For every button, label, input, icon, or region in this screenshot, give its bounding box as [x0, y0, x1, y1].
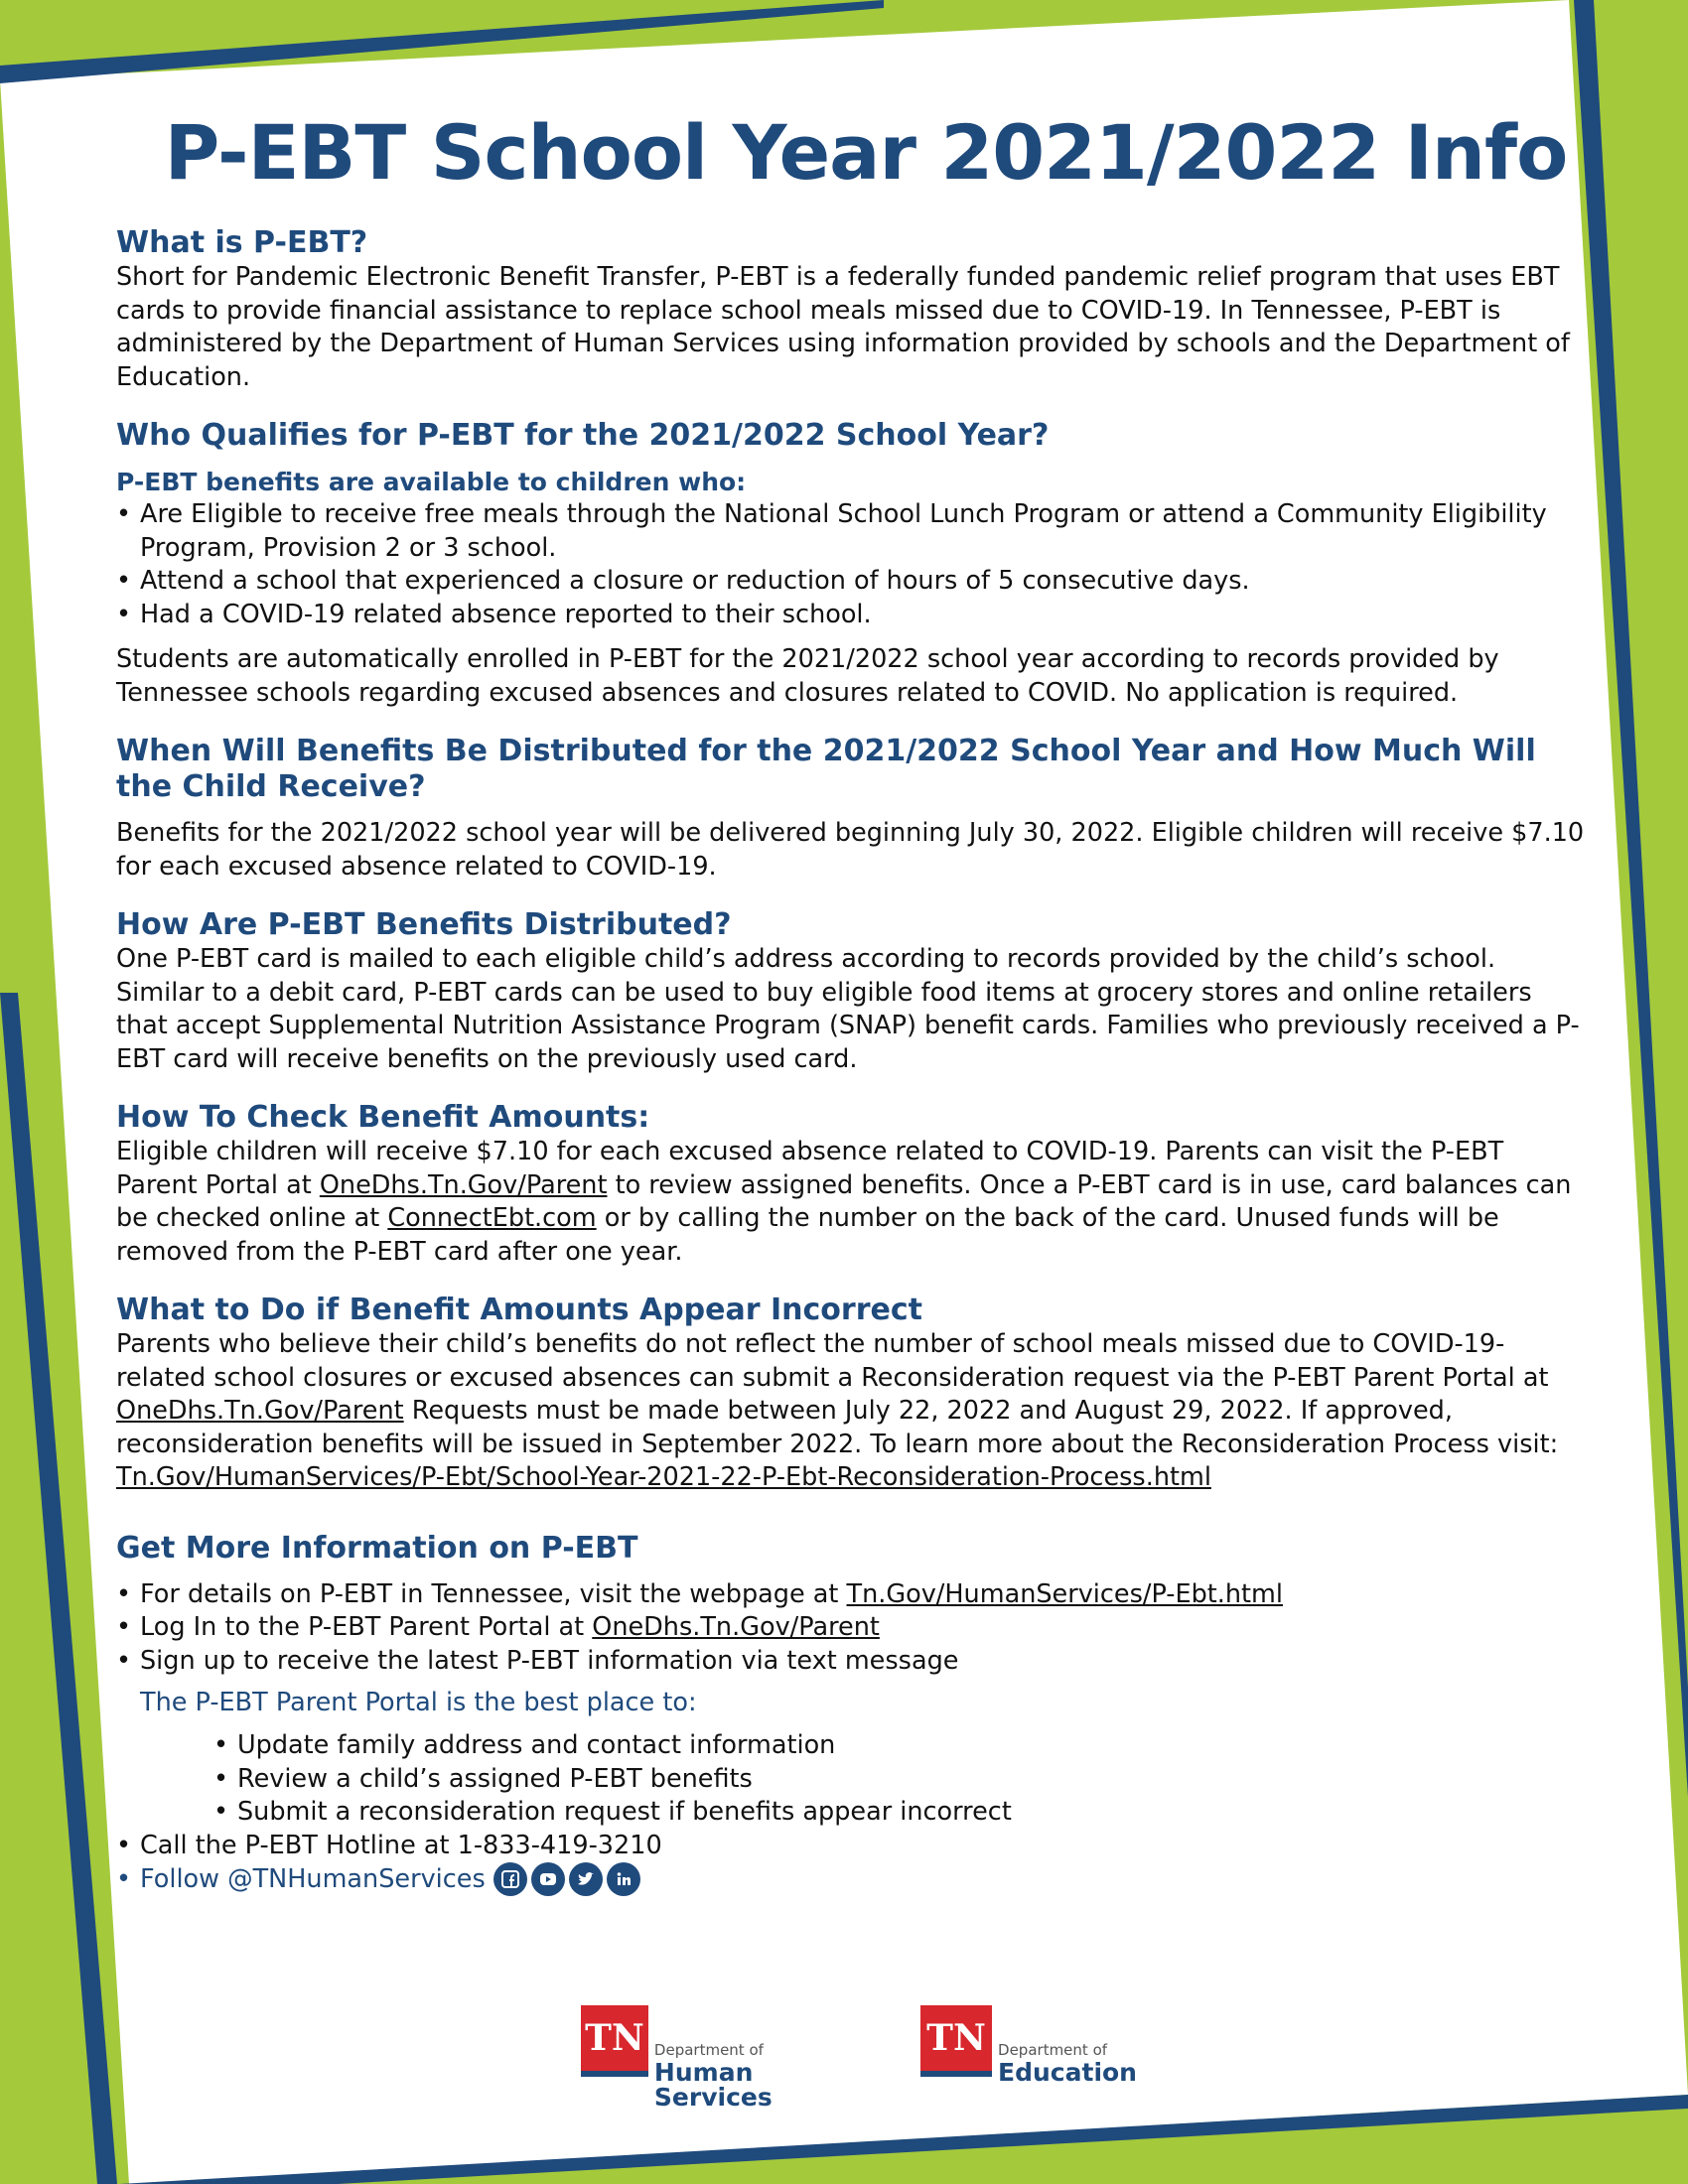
follow-text: • Follow @TNHumanServices — [140, 1863, 486, 1894]
section-how-distributed — [116, 907, 1586, 1076]
twitter-icon[interactable] — [569, 1862, 603, 1896]
dept-name: Human Services — [653, 2058, 773, 2112]
logo-human-services — [581, 2005, 867, 2112]
section-who-qualifies — [116, 418, 1586, 710]
pebt-webpage-link[interactable]: Tn.Gov/HumanServices/P-Ebt.html — [846, 1578, 1283, 1609]
connectebt-link[interactable]: ConnectEbt.com — [387, 1203, 597, 1234]
section-what-is — [116, 225, 1586, 394]
reconsideration-link[interactable]: Tn.Gov/HumanServices/P-Ebt/School-Year-2021-22-P-Ebt-Reconsideration-Process.html — [116, 1462, 1211, 1493]
facebook-icon[interactable] — [493, 1862, 527, 1896]
text-run: or by calling the number on the back of the card. Unused funds will be removed from the P-EBT card after one year. — [116, 1203, 1499, 1267]
footer-logos — [581, 2005, 1137, 2112]
portal-list — [213, 1729, 1586, 1830]
youtube-icon[interactable] — [531, 1862, 565, 1896]
section-check-amounts — [116, 1100, 1586, 1269]
logo-education — [920, 2005, 1137, 2095]
section-more-info — [116, 1531, 1586, 1897]
incorrect-heading: What to Do if Benefit Amounts Appear Incorrect — [116, 1293, 922, 1328]
text-run: Log In to the P-EBT Parent Portal at — [140, 1612, 593, 1643]
check-amounts-heading: How To Check Benefit Amounts: — [116, 1100, 650, 1136]
list-item — [116, 1578, 1586, 1612]
text-run: For details on P-EBT in Tennessee, visit the webpage at — [140, 1578, 847, 1609]
parent-portal-link[interactable]: OneDhs.Tn.Gov/Parent — [592, 1612, 880, 1643]
portal-heading: The P-EBT Parent Portal is the best place to: — [140, 1688, 697, 1718]
tn-logo-mark: TN — [920, 2005, 992, 2077]
who-qualifies-subheading: P-EBT benefits are available to children who: — [116, 468, 747, 497]
list-item: • Sign up to receive the latest P-EBT information via text message — [116, 1645, 1586, 1679]
dept-of-label: Department of — [653, 2041, 764, 2059]
section-when-distributed — [116, 734, 1586, 884]
text-run: Requests must be made between July 22, 2022 and August 29, 2022. If approved, reconsideration benefits will be issued in September 2022. To learn more about the Reconsideration Process visit: — [116, 1396, 1559, 1459]
list-item: • Review a child’s assigned P-EBT benefits — [213, 1763, 1586, 1797]
section-incorrect — [116, 1293, 1586, 1495]
dept-of-label: Department of — [998, 2041, 1108, 2059]
incorrect-body — [116, 1328, 1586, 1495]
text-run: to review assigned benefits. Once a P-EBT card is in use, card balances can be checked online at — [116, 1169, 1572, 1234]
list-item: • Attend a school that experienced a closure or reduction of hours of 5 consecutive days. — [116, 565, 1586, 599]
dept-name: Education — [998, 2058, 1137, 2087]
linkedin-icon[interactable] — [607, 1862, 640, 1896]
check-amounts-body — [116, 1136, 1586, 1269]
text-run: Eligible children will receive $7.10 for each excused absence related to COVID-19. Parents can visit the P-EBT Parent Portal at — [116, 1137, 1504, 1200]
logo-text — [998, 2043, 1137, 2085]
logo-text — [654, 2043, 867, 2110]
qualify-list — [116, 498, 1586, 631]
list-item: • Are Eligible to receive free meals through the National School Lunch Program or attend a Community Eligibility Program, Provision 2 or 3 school. — [116, 498, 1586, 565]
page-title: P-EBT School Year 2021/2022 Info — [164, 108, 1568, 197]
follow-item — [116, 1862, 1586, 1896]
list-item: • Had a COVID-19 related absence reported to their school. — [116, 599, 1586, 632]
text-run: Parents who believe their child’s benefits do not reflect the number of school meals missed due to COVID-19-related school closures or excused absences can submit a Reconsideration request via the P-EBT Parent Portal at — [116, 1329, 1549, 1393]
tn-logo-mark: TN — [581, 2005, 648, 2077]
content — [116, 109, 1586, 1920]
parent-portal-link[interactable]: OneDhs.Tn.Gov/Parent — [319, 1169, 608, 1200]
when-body: Benefits for the 2021/2022 school year will be delivered beginning July 30, 2022. Eligible children will receive $7.10 for each excused absence related to COVID-19. — [116, 818, 1585, 882]
who-qualifies-heading: Who Qualifies for P-EBT for the 2021/2022 School Year? — [116, 418, 1050, 454]
hotline-item: • Call the P-EBT Hotline at 1-833-419-3210 — [116, 1830, 1586, 1863]
more-info-heading: Get More Information on P-EBT — [116, 1530, 638, 1566]
what-is-body: Short for Pandemic Electronic Benefit Transfer, P-EBT is a federally funded pandemic relief program that uses EBT cards to provide financial assistance to replace school meals missed due to COVID-19. In Tennessee, P-EBT is administered by the Department of Human Services using information provided by schools and the Department of Education. — [116, 262, 1570, 392]
social-icons — [493, 1862, 640, 1896]
what-is-heading: What is P-EBT? — [116, 225, 368, 261]
list-item — [116, 1611, 1586, 1645]
list-item: • Update family address and contact information — [213, 1729, 1586, 1763]
more-info-list — [116, 1578, 1586, 1679]
how-distributed-heading: How Are P-EBT Benefits Distributed? — [116, 907, 732, 943]
when-heading: When Will Benefits Be Distributed for the 2021/2022 School Year and How Much Will the Child Receive? — [116, 734, 1536, 805]
contact-list — [116, 1830, 1586, 1897]
parent-portal-link[interactable]: OneDhs.Tn.Gov/Parent — [116, 1396, 404, 1427]
how-distributed-body: One P-EBT card is mailed to each eligible child’s address according to records provided by the child’s school. Similar to a debit card, P-EBT cards can be used to buy eligible food items at grocery stores and online retailers that accept Supplemental Nutrition Assistance Program (SNAP) benefit cards. Families who previously received a P-EBT card will receive benefits on the previously used card. — [116, 944, 1580, 1074]
list-item: • Submit a reconsideration request if benefits appear incorrect — [213, 1796, 1586, 1830]
enrollment-note: Students are automatically enrolled in P-EBT for the 2021/2022 school year according to records provided by Tennessee schools regarding excused absences and closures related to COVID. No application is required. — [116, 644, 1499, 708]
